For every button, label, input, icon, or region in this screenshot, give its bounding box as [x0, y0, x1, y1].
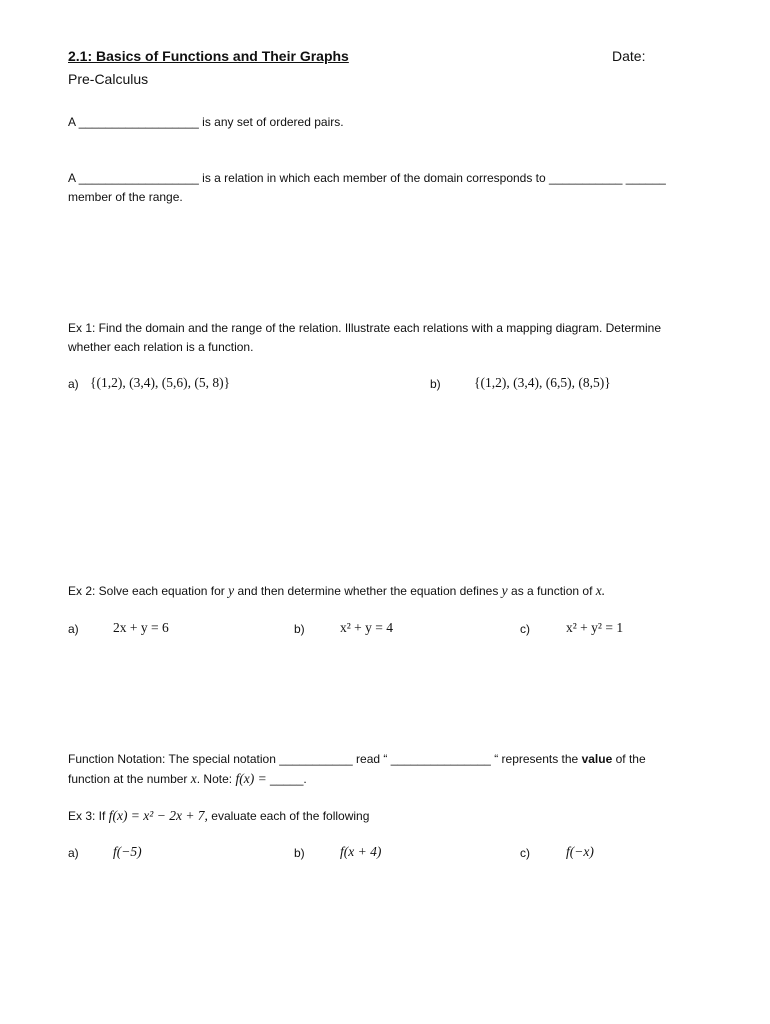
date-label: Date: [612, 48, 646, 64]
notation-bold-value: value [581, 752, 613, 766]
notation-text-4: of the [615, 752, 646, 766]
ex2-instr-part3: as a function of [511, 584, 593, 598]
page-title: 2.1: Basics of Functions and Their Graphs [68, 48, 349, 64]
ex2-var-y: y [228, 583, 235, 598]
ex3-instr-part1: Ex 3: If [68, 809, 106, 823]
ex2-instr-part2: and then determine whether the equation defines [237, 584, 499, 598]
function-blank: __________________ [78, 171, 199, 185]
function-notation-line2 [68, 771, 307, 787]
ex1-a-expression: {(1,2), (3,4), (5,6), (5, 8)} [90, 375, 231, 390]
ex3-b-label: b) [294, 846, 305, 860]
ex2-instr-part1: Ex 2: Solve each equation for [68, 584, 225, 598]
ex3-c-label: c) [520, 846, 530, 860]
notation-text-2: read “ [356, 752, 388, 766]
function-blank2: ___________ ______ [549, 171, 666, 185]
relation-blank: __________________ [78, 115, 199, 129]
notation-fx-blank: _____. [270, 772, 307, 786]
function-definition-line1 [68, 171, 666, 185]
ex2-a-label: a) [68, 622, 79, 636]
ex2-c-label: c) [520, 622, 530, 636]
ex2-var-y2: y [501, 583, 508, 598]
ex2-b-label: b) [294, 622, 305, 636]
ex3-b-expression: f(x + 4) [340, 844, 382, 859]
ex3-a-expression: f(−5) [113, 844, 142, 859]
notation-line2-text: function at the number [68, 772, 188, 786]
notation-text-1: Function Notation: The special notation [68, 752, 276, 766]
relation-text: is any set of ordered pairs. [202, 115, 344, 129]
ex1-b-expression: {(1,2), (3,4), (6,5), (8,5)} [474, 375, 611, 390]
ex3-c-expression: f(−x) [566, 844, 594, 859]
ex1-instructions-line2: whether each relation is a function. [68, 340, 254, 354]
notation-fx-expression: f(x) = [235, 771, 267, 786]
ex3-instr-part2: evaluate each of the following [211, 809, 370, 823]
relation-definition [68, 115, 344, 129]
ex3-a-label: a) [68, 846, 79, 860]
notation-var-x: x [190, 771, 197, 786]
ex2-instructions [68, 583, 605, 599]
function-notation-line1 [68, 752, 646, 766]
function-definition-line2: member of the range. [68, 190, 183, 204]
notation-blank-1: ___________ [279, 752, 353, 766]
notation-text-3: “ represents the [494, 752, 579, 766]
notation-note-label: . Note: [196, 772, 233, 786]
course-name: Pre-Calculus [68, 71, 149, 87]
function-prefix: A [68, 171, 76, 185]
ex2-var-x: x. [595, 583, 606, 598]
function-text: is a relation in which each member of the domain corresponds to [202, 171, 546, 185]
ex2-a-expression: 2x + y = 6 [113, 620, 169, 635]
ex1-a-label: a) [68, 377, 79, 391]
ex3-instructions [68, 808, 369, 824]
ex2-c-expression: x² + y² = 1 [566, 620, 624, 635]
ex1-b-label: b) [430, 377, 441, 391]
ex1-instructions-line1: Ex 1: Find the domain and the range of the relation. Illustrate each relations with a mapping diagram. Determine [68, 321, 661, 335]
ex2-b-expression: x² + y = 4 [340, 620, 394, 635]
notation-blank-2: _______________ [390, 752, 491, 766]
ex3-function-definition: f(x) = x² − 2x + 7, [108, 808, 208, 823]
relation-prefix: A [68, 115, 76, 129]
